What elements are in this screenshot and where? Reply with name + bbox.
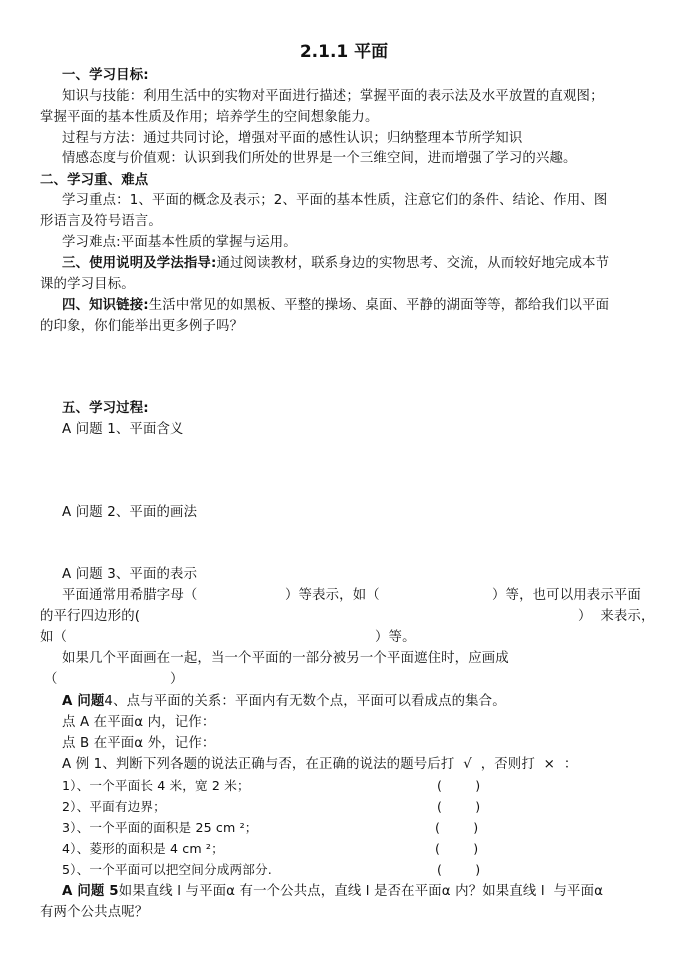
section-4 bbox=[62, 297, 609, 315]
s1-knowledge-line1: 知识与技能：利用生活中的实物对平面进行描述；掌握平面的表示法及水平放置的直观图； bbox=[62, 89, 604, 104]
section-3 bbox=[62, 255, 609, 273]
list-item: 1）、一个平面长 4 米，宽 2 米； bbox=[62, 778, 250, 793]
q3-paren-close: ） bbox=[170, 672, 184, 687]
s4-text-line2: 的印象，你们能举出更多例子吗？ bbox=[40, 319, 244, 334]
s3-text-line1: 通过阅读教材，联系身边的实物思考、交流，从而较好地完成本节 bbox=[216, 256, 610, 271]
q3-text-d: 的平行四边形的( bbox=[40, 609, 141, 624]
section-1-heading: 一、学习目标: bbox=[62, 68, 149, 83]
question-5-text-line2: 有两个公共点呢？ bbox=[40, 905, 149, 920]
s2-key-line2: 形语言及符号语言。 bbox=[40, 214, 162, 229]
section-5-heading: 五、学习过程: bbox=[62, 401, 149, 416]
q3-text-f: 如（ bbox=[40, 630, 68, 645]
q3-paren-open: （ bbox=[44, 672, 58, 687]
q4-point-outside-plane: 点 B 在平面α 外，记作： bbox=[62, 736, 216, 751]
question-4 bbox=[62, 693, 506, 711]
question-5 bbox=[62, 883, 603, 901]
question-3: A 问题 3、平面的表示 bbox=[62, 567, 198, 582]
list-item: 3）、一个平面的面积是 25 cm ²； bbox=[62, 820, 258, 835]
question-4-text: 4、点与平面的关系：平面内有无数个点，平面可以看成点的集合。 bbox=[104, 694, 506, 709]
s1-attitude: 情感态度与价值观：认识到我们所处的世界是一个三维空间，进而增强了学习的兴趣。 bbox=[62, 151, 577, 166]
question-2: A 问题 2、平面的画法 bbox=[62, 505, 198, 520]
section-2-heading: 二、学习重、难点 bbox=[40, 173, 149, 188]
question-5-text: 如果直线 l 与平面α 有一个公共点，直线 l 是否在平面α 内？如果直线 l 与平面α bbox=[118, 884, 604, 899]
question-1: A 问题 1、平面含义 bbox=[62, 422, 184, 437]
s4-text-line1: 生活中常见的如黑板、平整的操场、桌面、平静的湖面等等，都给我们以平面 bbox=[148, 298, 610, 313]
q3-text-a: 平面通常用希腊字母（ bbox=[62, 588, 198, 603]
section-3-heading: 三、使用说明及学法指导: bbox=[62, 256, 217, 271]
answer-blank: ( ) bbox=[435, 841, 479, 856]
answer-blank: ( ) bbox=[437, 778, 481, 793]
s2-difficulty: 学习难点:平面基本性质的掌握与运用。 bbox=[62, 235, 297, 250]
list-item: 2）、平面有边界； bbox=[62, 799, 166, 814]
q3-overlap-rule: 如果几个平面画在一起，当一个平面的一部分被另一个平面遮住时，应画成 bbox=[62, 651, 509, 666]
answer-blank: ( ) bbox=[437, 799, 481, 814]
example-1: A 例 1、判断下列各题的说法正确与否，在正确的说法的题号后打 √ ，否则打 × ： bbox=[62, 757, 578, 772]
list-item: 4）、菱形的面积是 4 cm ²； bbox=[62, 841, 224, 856]
s3-text-line2: 课的学习目标。 bbox=[40, 277, 135, 292]
list-item: 5）、一个平面可以把空间分成两部分. bbox=[62, 862, 272, 877]
q3-text-b: ）等表示，如（ bbox=[285, 588, 380, 603]
question-4-prefix: A 问题 bbox=[62, 694, 105, 709]
s2-key-line1: 学习重点：1、平面的概念及表示；2、平面的基本性质，注意它们的条件、结论、作用、图 bbox=[62, 193, 608, 208]
section-4-heading: 四、知识链接: bbox=[62, 298, 149, 313]
q3-text-g: ）等。 bbox=[375, 630, 416, 645]
page-title: 2.1.1 平面 bbox=[299, 42, 389, 62]
answer-blank: ( ) bbox=[435, 820, 479, 835]
s1-knowledge-line2: 掌握平面的基本性质及作用；培养学生的空间想象能力。 bbox=[40, 110, 379, 125]
q3-text-c: ）等，也可以用表示平面 bbox=[492, 588, 641, 603]
answer-blank: ( ) bbox=[437, 862, 481, 877]
q4-point-in-plane: 点 A 在平面α 内，记作： bbox=[62, 715, 216, 730]
question-5-prefix: A 问题 5 bbox=[62, 884, 119, 899]
s1-process: 过程与方法：通过共同讨论，增强对平面的感性认识；归纳整理本节所学知识 bbox=[62, 131, 523, 146]
q3-text-e: ） 来表示， bbox=[578, 609, 655, 624]
